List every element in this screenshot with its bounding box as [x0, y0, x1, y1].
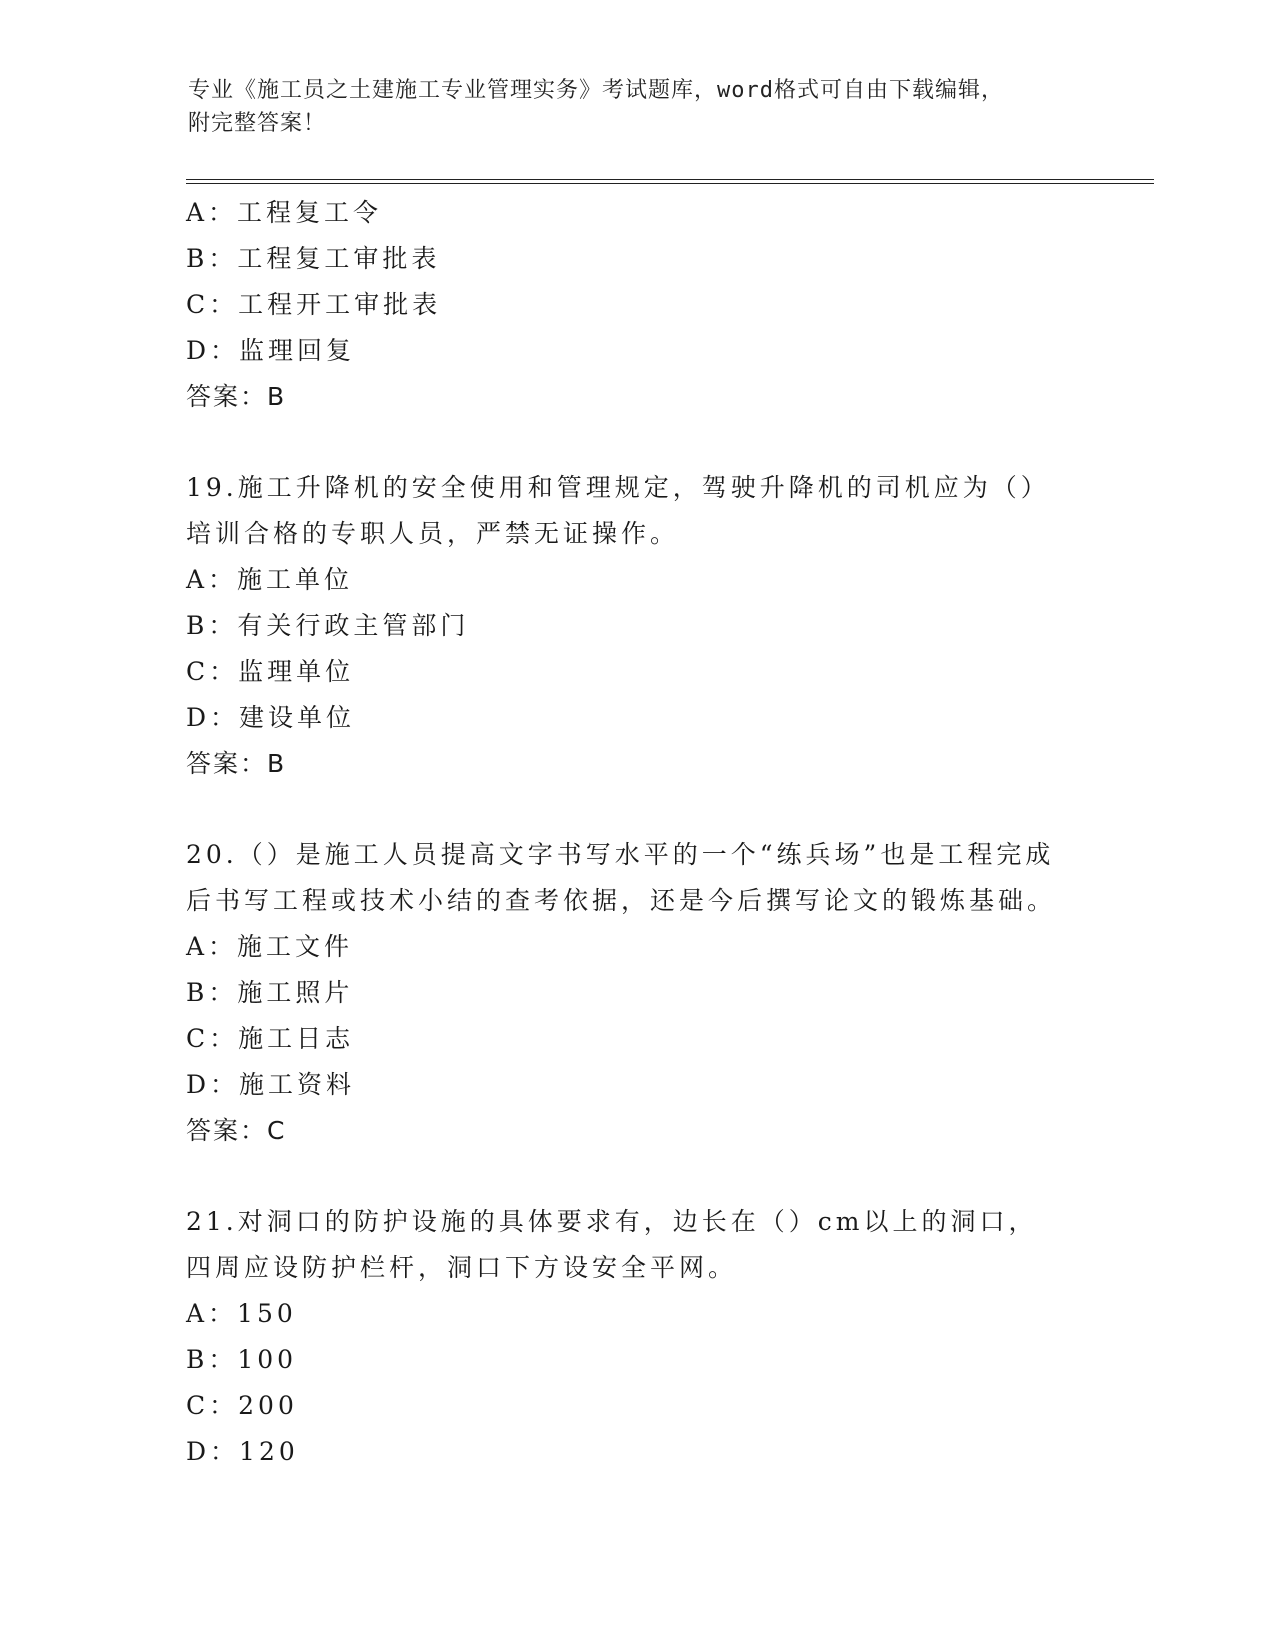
option-a: A：施工单位: [186, 565, 354, 594]
answer-line: 答案：B: [186, 749, 287, 778]
option-c: C：工程开工审批表: [186, 290, 442, 319]
option-a: A：150: [186, 1299, 297, 1328]
previous-question-block: [186, 190, 1086, 420]
option-b: B：100: [186, 1345, 298, 1374]
header-divider: [186, 179, 1154, 180]
question-text: 20.（）是施工人员提高文字书写水平的一个“练兵场”也是工程完成后书写工程或技术小结的查考依据，还是今后撰写论文的锻炼基础。: [186, 840, 1057, 915]
option-b: B：工程复工审批表: [186, 244, 441, 273]
header-divider-second: [186, 183, 1154, 184]
answer-line: 答案：C: [186, 1116, 287, 1145]
option-c: C：200: [186, 1391, 298, 1420]
header-line-2: 附完整答案！: [188, 111, 327, 136]
question-20: [186, 832, 1086, 1154]
question-21: [186, 1199, 1086, 1475]
option-c: C：监理单位: [186, 657, 355, 686]
option-c: C：施工日志: [186, 1024, 355, 1053]
option-d: D：120: [186, 1437, 299, 1466]
option-d: D：监理回复: [186, 336, 356, 365]
header-line-1: 专业《施工员之土建施工专业管理实务》考试题库，word格式可自由下载编辑，: [188, 78, 1004, 103]
option-b: B：有关行政主管部门: [186, 611, 470, 640]
question-text: 21.对洞口的防护设施的具体要求有，边长在（）cm以上的洞口，四周应设防护栏杆，洞口下方设安全平网。: [186, 1207, 1038, 1282]
question-19: [186, 465, 1086, 787]
option-a: A：施工文件: [186, 932, 354, 961]
option-d: D：建设单位: [186, 703, 356, 732]
question-list: [186, 190, 1086, 1475]
document-header: [188, 74, 1088, 140]
answer-line: 答案：B: [186, 382, 287, 411]
option-d: D：施工资料: [186, 1070, 356, 1099]
option-a: A：工程复工令: [186, 198, 383, 227]
option-b: B：施工照片: [186, 978, 354, 1007]
question-text: 19.施工升降机的安全使用和管理规定，驾驶升降机的司机应为（）培训合格的专职人员，严禁无证操作。: [186, 473, 1050, 548]
